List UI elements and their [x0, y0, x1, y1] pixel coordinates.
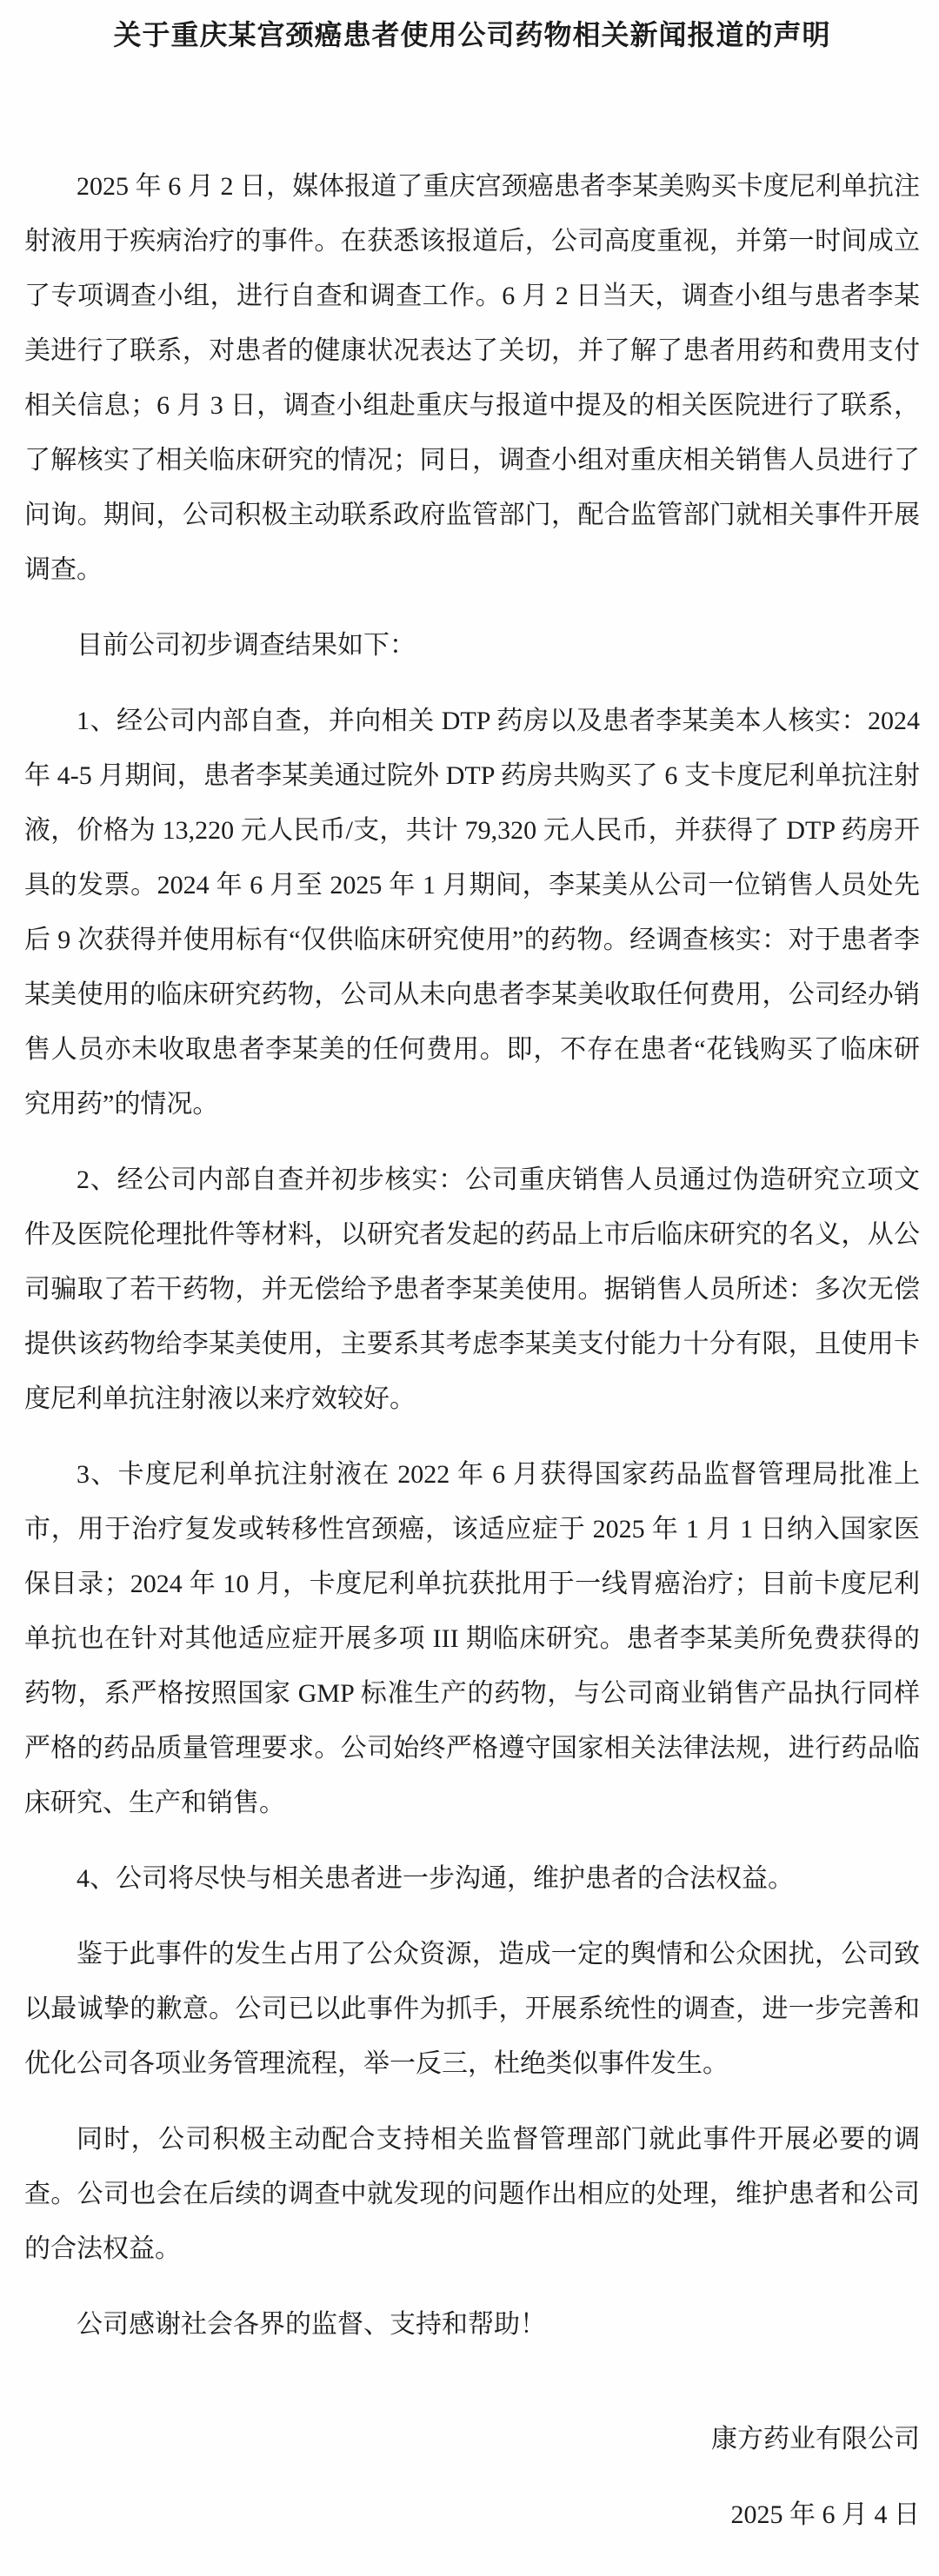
- document-title: 关于重庆某宫颈癌患者使用公司药物相关新闻报道的声明: [113, 19, 831, 50]
- paragraph-regulator-cooperation: 同时，公司积极主动配合支持相关监督管理部门就此事件开展必要的调查。公司也会在后续的调查中就发现的问题作出相应的处理，维护患者和公司的合法权益。: [24, 2125, 920, 2263]
- paragraph-apology: 鉴于此事件的发生占用了公众资源，造成一定的舆情和公众困扰，公司致以最诚挚的歉意。公司已以此事件为抓手，开展系统性的调查，进一步完善和优化公司各项业务管理流程，举一反三，杜绝类似事件发生。: [24, 1940, 920, 2078]
- paragraph-results-lead: 目前公司初步调查结果如下：: [77, 631, 416, 660]
- paragraph-thanks: 公司感谢社会各界的监督、支持和帮助！: [77, 2310, 546, 2339]
- paragraph-item-4: 4、公司将尽快与相关患者进一步沟通，维护患者的合法权益。: [77, 1864, 794, 1893]
- paragraph-item-1: 1、经公司内部自查，并向相关 DTP 药房以及患者李某美本人核实：2024 年 4-5 月期间，患者李某美通过院外 DTP 药房共购买了 6 支卡度尼利单抗注射液，价格为 13,220 元人民币/支，共计 79,320 元人民币，并获得了 DTP 药房开具的发票。2024 年 6 月至 2025 年 1 月期间，李某美从公司一位销售人员处先后 9 次获得并使用标有“仅供临床研究使用”的药物。经调查核实：对于患者李某美使用的临床研究药物，公司从未向患者李某美收取任何费用，公司经办销售人员亦未收取患者李某美的任何费用。即，不存在患者“花钱购买了临床研究用药”的情况。: [24, 707, 920, 1119]
- paragraph-item-3: 3、卡度尼利单抗注射液在 2022 年 6 月获得国家药品监督管理局批准上市，用于治疗复发或转移性宫颈癌，该适应症于 2025 年 1 月 1 日纳入国家医保目录；2024 年 10 月，卡度尼利单抗获批用于一线胃癌治疗；目前卡度尼利单抗也在针对其他适应症开展多项 III 期临床研究。患者李某美所免费获得的药物，系严格按照国家 GMP 标准生产的药物，与公司商业销售产品执行同样严格的药品质量管理要求。公司始终严格遵守国家相关法律法规，进行药品临床研究、生产和销售。: [24, 1460, 920, 1817]
- paragraph-intro: 2025 年 6 月 2 日，媒体报道了重庆宫颈癌患者李某美购买卡度尼利单抗注射液用于疾病治疗的事件。在获悉该报道后，公司高度重视，并第一时间成立了专项调查小组，进行自查和调查工作。6 月 2 日当天，调查小组与患者李某美进行了联系，对患者的健康状况表达了关切，并了解了患者用药和费用支付相关信息；6 月 3 日，调查小组赴重庆与报道中提及的相关医院进行了联系，了解核实了相关临床研究的情况；同日，调查小组对重庆相关销售人员进行了问询。期间，公司积极主动联系政府监管部门，配合监管部门就相关事件开展调查。: [24, 172, 920, 584]
- company-signature: 康方药业有限公司: [711, 2425, 920, 2453]
- statement-date: 2025 年 6 月 4 日: [730, 2500, 920, 2529]
- statement-body: [24, 159, 920, 2352]
- paragraph-item-2: 2、经公司内部自查并初步核实：公司重庆销售人员通过伪造研究立项文件及医院伦理批件等材料，以研究者发起的药品上市后临床研究的名义，从公司骗取了若干药物，并无偿给予患者李某美使用。据销售人员所述：多次无偿提供该药物给李某美使用，主要系其考虑李某美支付能力十分有限，且使用卡度尼利单抗注射液以来疗效较好。: [24, 1165, 920, 1413]
